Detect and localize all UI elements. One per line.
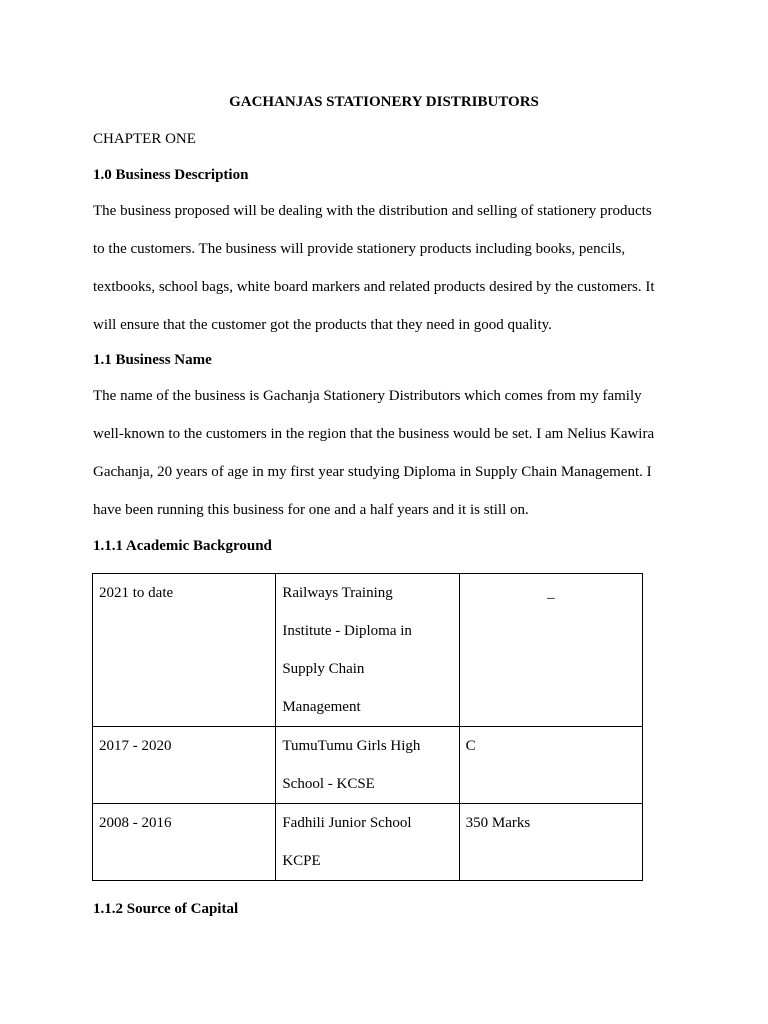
document-title: GACHANJAS STATIONERY DISTRIBUTORS bbox=[229, 94, 539, 110]
cell-text: C bbox=[465, 738, 476, 754]
cell-text: TumuTumu Girls High bbox=[282, 738, 421, 754]
table-cell-institution bbox=[276, 727, 459, 804]
cell-text: School - KCSE bbox=[282, 776, 375, 792]
paragraph-line: well-known to the customers in the region that the business would be set. I am Nelius Kawira bbox=[93, 426, 655, 442]
paragraph-line: The name of the business is Gachanja Stationery Distributors which comes from my family bbox=[93, 388, 642, 404]
cell-text: 350 Marks bbox=[465, 815, 531, 831]
cell-text: Fadhili Junior School bbox=[282, 815, 412, 831]
cell-text: _ bbox=[547, 585, 555, 601]
table-cell-institution bbox=[276, 804, 459, 881]
section-heading-business-name: 1.1 Business Name bbox=[93, 352, 212, 368]
paragraph-line: The business proposed will be dealing with the distribution and selling of stationery products bbox=[93, 203, 652, 219]
table-cell-period bbox=[93, 804, 276, 881]
academic-background-table bbox=[92, 573, 643, 881]
cell-text: 2017 - 2020 bbox=[99, 738, 172, 754]
paragraph-line: to the customers. The business will provide stationery products including books, pencils, bbox=[93, 241, 626, 257]
table-row bbox=[93, 804, 643, 881]
paragraph-line: will ensure that the customer got the products that they need in good quality. bbox=[93, 317, 552, 333]
cell-text: 2008 - 2016 bbox=[99, 815, 172, 831]
cell-text: Supply Chain bbox=[282, 661, 365, 677]
table-row bbox=[93, 727, 643, 804]
cell-text: KCPE bbox=[282, 853, 321, 869]
chapter-heading: CHAPTER ONE bbox=[93, 131, 196, 147]
cell-text: 2021 to date bbox=[99, 585, 174, 601]
table-cell-period bbox=[93, 574, 276, 727]
section-heading-business-description: 1.0 Business Description bbox=[93, 167, 249, 183]
paragraph-line: Gachanja, 20 years of age in my first year studying Diploma in Supply Chain Management. I bbox=[93, 464, 652, 480]
table-cell-result bbox=[459, 574, 642, 727]
table-row bbox=[93, 574, 643, 727]
table-cell-result bbox=[459, 727, 642, 804]
cell-text: Institute - Diploma in bbox=[282, 623, 412, 639]
table-cell-result bbox=[459, 804, 642, 881]
section-heading-source-of-capital: 1.1.2 Source of Capital bbox=[93, 901, 239, 917]
table-cell-institution bbox=[276, 574, 459, 727]
cell-text: Management bbox=[282, 699, 361, 715]
section-heading-academic-background: 1.1.1 Academic Background bbox=[93, 538, 272, 554]
table-cell-period bbox=[93, 727, 276, 804]
paragraph-line: have been running this business for one and a half years and it is still on. bbox=[93, 502, 529, 518]
cell-text: Railways Training bbox=[282, 585, 393, 601]
paragraph-line: textbooks, school bags, white board markers and related products desired by the customers. It bbox=[93, 279, 655, 295]
